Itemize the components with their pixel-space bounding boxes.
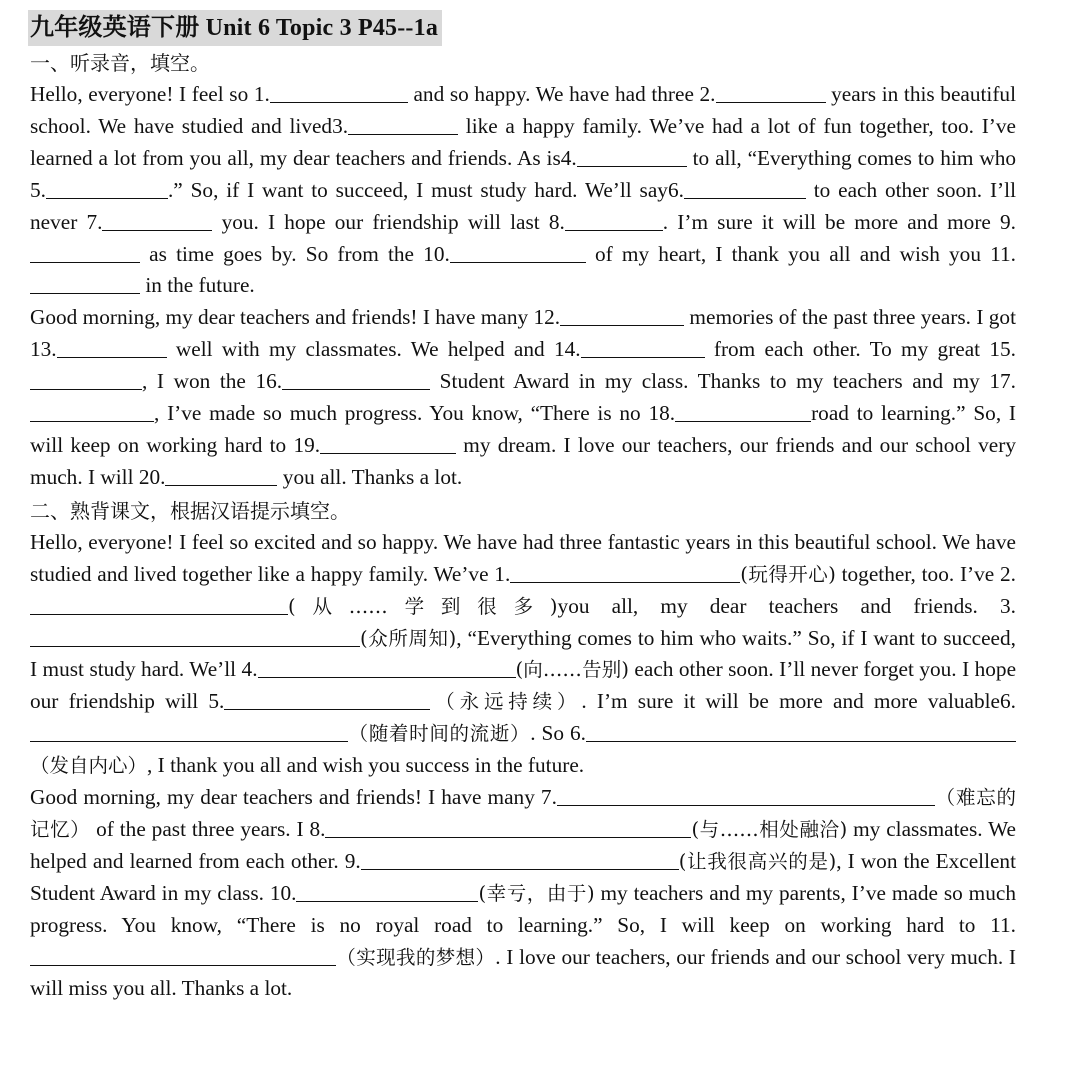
recite-blank-3[interactable] [30, 624, 360, 647]
blank-19[interactable] [320, 431, 456, 454]
section-1-heading: 一、听录音，填空。 [30, 51, 210, 75]
blank-2[interactable] [716, 80, 826, 103]
section-2-paragraph-2: Good morning, my dear teachers and friends! I have many 7. （难忘的记忆） of the past three years. I 8. (与……相处融洽) my classmates. We helped and learned from each other. 9. (让我很高兴的是), I won the Excellent Student Award in my class. 10. (幸亏，由于) my teachers and my parents, I’ve made so much progress. You know, “There is no royal road to learning.” So, I will keep on working hard to 11.（实现我的梦想）. I love our teachers, our friends and our school very much. I will miss you all. Thanks a lot. [30, 785, 1016, 1001]
blank-17[interactable] [30, 399, 154, 422]
recite-blank-7[interactable] [557, 783, 935, 806]
blank-5[interactable] [46, 176, 168, 199]
recite-blank-11[interactable] [30, 943, 336, 966]
blank-14[interactable] [581, 335, 705, 358]
page-title: 九年级英语下册 Unit 6 Topic 3 P45--1a [28, 10, 442, 46]
section-2-paragraph-1: Hello, everyone! I feel so excited and so happy. We have had three fantastic years in this beautiful school. We have studied and lived together like a happy family. We’ve 1. (玩得开心) together, too. I’ve 2.(从……学到很多)you all, my dear teachers and friends. 3.(众所周知), “Everything comes to him who waits.” So, if I want to succeed, I must study hard. We’ll 4. (向……告别) each other soon. I’ll never forget you. I hope our friendship will 5. （永远持续）. I’m sure it will be more and more valuable6.（随着时间的流逝）. So 6.（发自内心）, I thank you all and wish you success in the future. [30, 529, 1017, 778]
blank-3[interactable] [348, 112, 458, 135]
blank-6[interactable] [684, 176, 806, 199]
blank-16[interactable] [282, 367, 430, 390]
recite-blank-1[interactable] [510, 560, 740, 583]
recite-blank-4[interactable] [258, 655, 516, 678]
recite-blank-5[interactable] [224, 687, 430, 710]
blank-13[interactable] [57, 335, 167, 358]
blank-1[interactable] [270, 80, 408, 103]
blank-15[interactable] [30, 367, 142, 390]
blank-9[interactable] [30, 240, 140, 263]
blank-11[interactable] [30, 271, 140, 294]
recite-blank-10[interactable] [296, 879, 478, 902]
recite-blank-8[interactable] [325, 815, 691, 838]
section-1-paragraph-1: Hello, everyone! I feel so 1. and so happy. We have had three 2. years in this beautiful school. We have studied and lived3. like a happy family. We’ve had a lot of fun together, too. I’ve learned a lot from you all, my dear teachers and friends. As is4. to all, “Everything comes to him who 5. .” So, if I want to succeed, I must study hard. We’ll say6. to each other soon. I’ll never 7. you. I hope our friendship will last 8. . I’m sure it will be more and more 9. as time goes by. So from the 10. of my heart, I thank you all and wish you 11. in the future. [30, 82, 1016, 298]
worksheet-page [30, 10, 1016, 1005]
section-1-paragraph-2: Good morning, my dear teachers and friends! I have many 12. memories of the past three years. I got 13. well with my classmates. We helped and 14. from each other. To my great 15., I won the 16. Student Award in my class. Thanks to my teachers and my 17., I’ve made so much progress. You know, “There is no 18. road to learning.” So, I will keep on working hard to 19. my dream. I love our teachers, our friends and our school very much. I will 20. you all. Thanks a lot. [30, 305, 1017, 489]
blank-7[interactable] [102, 208, 212, 231]
blank-20[interactable] [165, 463, 277, 486]
recite-blank-6b[interactable] [586, 719, 1016, 742]
recite-blank-9[interactable] [361, 847, 679, 870]
blank-12[interactable] [560, 303, 684, 326]
recite-blank-2[interactable] [30, 592, 288, 615]
recite-blank-6[interactable] [30, 719, 348, 742]
blank-18[interactable] [675, 399, 811, 422]
blank-8[interactable] [565, 208, 663, 231]
section-2-heading: 二、熟背课文，根据汉语提示填空。 [30, 498, 350, 523]
blank-4[interactable] [577, 144, 687, 167]
blank-10[interactable] [450, 240, 586, 263]
